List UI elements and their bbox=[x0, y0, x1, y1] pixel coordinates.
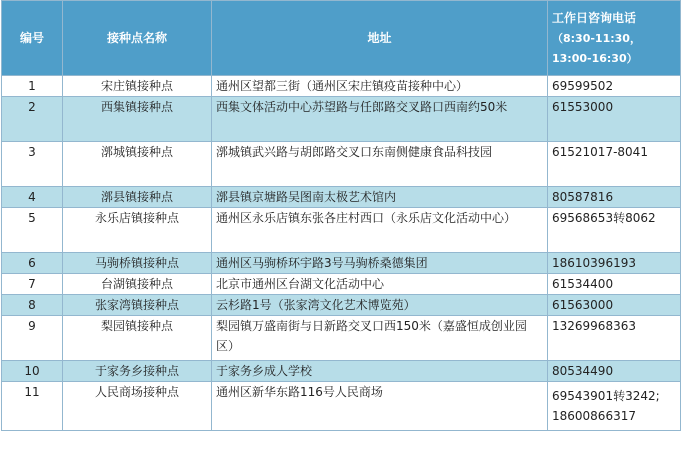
row-number: 9 bbox=[2, 316, 63, 361]
site-name: 张家湾镇接种点 bbox=[63, 295, 212, 316]
table-row bbox=[2, 142, 681, 187]
row-number: 1 bbox=[2, 76, 63, 97]
site-phone bbox=[548, 382, 681, 431]
site-phone: 18610396193 bbox=[548, 253, 681, 274]
table-row bbox=[2, 361, 681, 382]
site-address: 梨园镇万盛南街与日新路交叉口西150米（嘉盛恒成创业园区） bbox=[212, 316, 548, 361]
row-number: 5 bbox=[2, 208, 63, 253]
site-address: 于家务乡成人学校 bbox=[212, 361, 548, 382]
table-row bbox=[2, 253, 681, 274]
site-phone: 61553000 bbox=[548, 97, 681, 142]
header-phone bbox=[548, 1, 681, 76]
site-name: 梨园镇接种点 bbox=[63, 316, 212, 361]
row-number: 6 bbox=[2, 253, 63, 274]
table-row bbox=[2, 76, 681, 97]
site-phone: 13269968363 bbox=[548, 316, 681, 361]
table-header bbox=[2, 1, 681, 76]
row-number: 3 bbox=[2, 142, 63, 187]
header-phone-hours: （8:30-11:30，13:00-16:30） bbox=[552, 32, 641, 65]
site-phone: 69568653转8062 bbox=[548, 208, 681, 253]
site-address: 西集文体活动中心苏望路与任郎路交叉路口西南约50米 bbox=[212, 97, 548, 142]
site-name: 西集镇接种点 bbox=[63, 97, 212, 142]
site-address: 通州区马驹桥环宇路3号马驹桥桑德集团 bbox=[212, 253, 548, 274]
row-number: 11 bbox=[2, 382, 63, 431]
vaccination-sites-table bbox=[1, 0, 681, 431]
site-address: 漷县镇京塘路吴图南太极艺术馆内 bbox=[212, 187, 548, 208]
site-name: 永乐店镇接种点 bbox=[63, 208, 212, 253]
row-number: 4 bbox=[2, 187, 63, 208]
site-phone-line-2: 18600866317 bbox=[552, 409, 636, 423]
row-number: 8 bbox=[2, 295, 63, 316]
table-row bbox=[2, 274, 681, 295]
site-name: 人民商场接种点 bbox=[63, 382, 212, 431]
site-address: 云杉路1号（张家湾文化艺术博览苑） bbox=[212, 295, 548, 316]
header-row bbox=[2, 1, 681, 76]
header-site-name: 接种点名称 bbox=[63, 1, 212, 76]
header-number: 编号 bbox=[2, 1, 63, 76]
site-address: 漷城镇武兴路与胡郎路交叉口东南侧健康食品科技园 bbox=[212, 142, 548, 187]
site-address: 通州区永乐店镇东张各庄村西口（永乐店文化活动中心） bbox=[212, 208, 548, 253]
row-number: 10 bbox=[2, 361, 63, 382]
site-phone: 61534400 bbox=[548, 274, 681, 295]
site-name: 宋庄镇接种点 bbox=[63, 76, 212, 97]
row-number: 2 bbox=[2, 97, 63, 142]
site-phone: 69599502 bbox=[548, 76, 681, 97]
table-row bbox=[2, 382, 681, 431]
site-address: 通州区望都三街（通州区宋庄镇疫苗接种中心） bbox=[212, 76, 548, 97]
table-row bbox=[2, 295, 681, 316]
table-row bbox=[2, 97, 681, 142]
site-address: 北京市通州区台湖文化活动中心 bbox=[212, 274, 548, 295]
site-phone: 80534490 bbox=[548, 361, 681, 382]
table-row bbox=[2, 187, 681, 208]
site-name: 台湖镇接种点 bbox=[63, 274, 212, 295]
table-row bbox=[2, 208, 681, 253]
site-address: 通州区新华东路116号人民商场 bbox=[212, 382, 548, 431]
header-address: 地址 bbox=[212, 1, 548, 76]
site-phone: 61563000 bbox=[548, 295, 681, 316]
site-name: 马驹桥镇接种点 bbox=[63, 253, 212, 274]
site-name: 漷县镇接种点 bbox=[63, 187, 212, 208]
site-phone: 61521017-8041 bbox=[548, 142, 681, 187]
site-phone-line-1: 69543901转3242; bbox=[552, 389, 660, 403]
table-row bbox=[2, 316, 681, 361]
site-phone: 80587816 bbox=[548, 187, 681, 208]
row-number: 7 bbox=[2, 274, 63, 295]
header-phone-title: 工作日咨询电话 bbox=[552, 11, 637, 25]
site-name: 于家务乡接种点 bbox=[63, 361, 212, 382]
table-body bbox=[2, 76, 681, 431]
site-name: 漷城镇接种点 bbox=[63, 142, 212, 187]
